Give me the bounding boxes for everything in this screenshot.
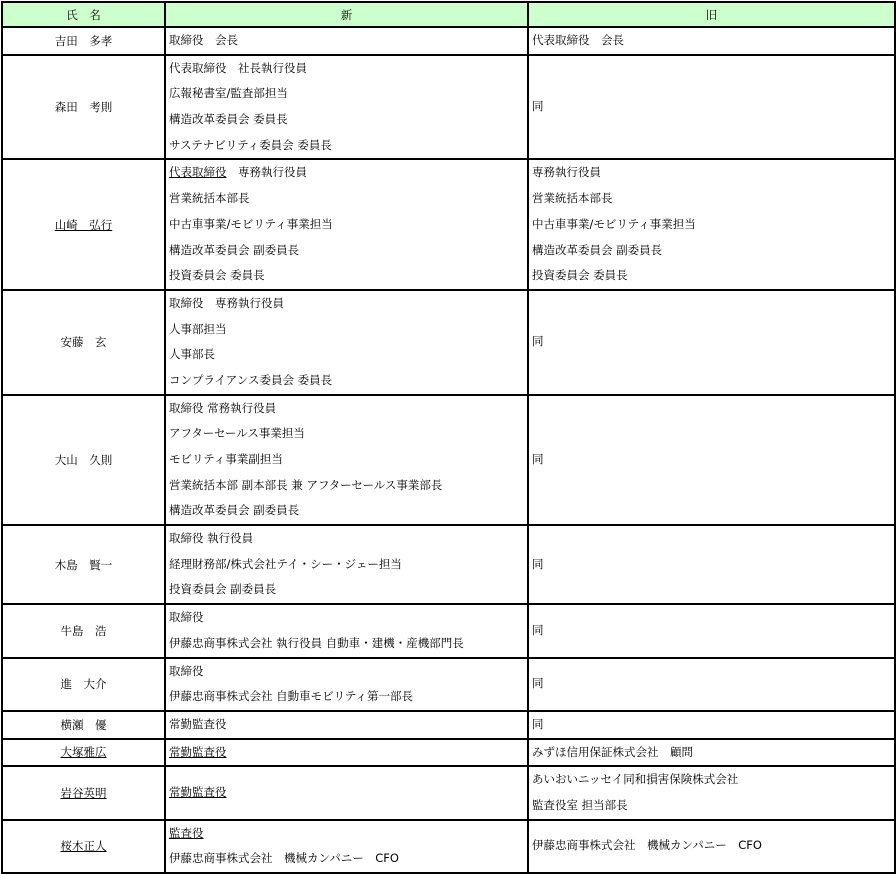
new-roles-cell [165,55,528,160]
old-roles-cell [528,55,895,160]
new-role-line: 取締役 [169,610,204,625]
officer-name [2,739,165,767]
officer-name-text: 牛島 浩 [60,623,107,638]
table-row [2,820,895,873]
old-role-line: 投資委員会 委員長 [532,268,628,283]
officer-name [2,55,165,160]
old-role-line: 同 [532,452,544,466]
old-roles-cell [528,27,895,55]
new-role-line: サステナビリティ委員会 委員長 [169,137,332,152]
table-row [2,766,895,819]
header-name: 氏 名 [2,2,165,27]
officer-name-text: 大山 久則 [54,452,113,467]
old-roles-cell [528,290,895,395]
old-role-line: 構造改革委員会 副委員長 [532,242,663,257]
officer-name [2,159,165,289]
new-role-line: 取締役 専務執行役員 [169,295,284,310]
old-role-line: 同 [532,556,544,571]
officer-name-text: 木島 賢一 [54,557,113,572]
new-role-line: 伊藤忠商事株式会社 執行役員 自動車・建機・産機部門長 [169,635,464,650]
old-role-line: 伊藤忠商事株式会社 機械カンパニー CFO [532,838,762,853]
officer-name [2,658,165,711]
new-roles-cell [165,604,528,657]
new-role-line: 営業統括本部 副本部長 兼 アフターセールス事業部長 [169,477,443,492]
changed-title-part: 代表取締役 [169,165,227,180]
new-role-line: アフターセールス事業担当 [169,426,305,441]
old-roles-cell [528,766,895,819]
old-role-line: みずほ信用保証株式会社 顧問 [532,744,693,759]
new-role-line: 代表取締役 社長執行役員 [169,60,307,75]
table-body [2,27,895,873]
old-role-line: 同 [532,99,544,114]
officer-name-text: 安藤 玄 [60,335,107,350]
officer-name [2,27,165,55]
old-role-line: 営業統括本部長 [532,191,613,206]
new-role-line: 投資委員会 委員長 [169,268,265,283]
officer-name-text: 岩谷英明 [60,785,107,800]
new-role-line: 取締役 執行役員 [169,531,254,546]
officer-name-text: 進 大介 [60,677,107,692]
new-roles-cell [165,159,528,289]
new-roles-cell [165,766,528,819]
new-role-line: 投資委員会 副委員長 [169,582,277,597]
header-row [2,2,895,27]
old-role-line: 中古車事業/モビリティ事業担当 [532,216,696,231]
table-row [2,159,895,289]
new-roles-cell [165,820,528,873]
new-role-line: 経理財務部/株式会社テイ・シー・ジェー担当 [169,556,402,571]
old-role-line: 同 [532,334,544,349]
new-role-line: 取締役 [169,663,204,678]
old-role-line: 同 [532,676,544,691]
new-role-line: 取締役 会長 [169,33,238,47]
new-role-line: 伊藤忠商事株式会社 機械カンパニー CFO [169,851,399,866]
new-role-line: 中古車事業/モビリティ事業担当 [169,216,333,231]
new-role-line: コンプライアンス委員会 委員長 [169,372,333,387]
officer-change-table [1,1,896,874]
new-role-line: 常勤監査役 [169,716,227,731]
old-role-line: 代表取締役 会長 [532,33,624,47]
new-role-line: 営業統括本部長 [169,191,250,206]
officer-name [2,290,165,395]
new-role-line: 取締役 常務執行役員 [169,400,277,415]
new-roles-cell [165,290,528,395]
new-role-line: 伊藤忠商事株式会社 自動車モビリティ第一部長 [169,689,414,704]
old-roles-cell [528,159,895,289]
old-role-line: 同 [532,622,544,637]
table-row [2,290,895,395]
officer-name [2,711,165,739]
new-role-line: 常勤監査役 [169,744,227,759]
table-row [2,27,895,55]
old-roles-cell [528,658,895,711]
officer-name [2,395,165,525]
header-new: 新 [165,2,528,27]
old-role-line: 同 [532,716,544,731]
table-row [2,525,895,604]
new-role-line: 代表取締役 専務執行役員 [169,165,307,180]
old-roles-cell [528,739,895,767]
header-old: 旧 [528,2,895,27]
officer-name [2,604,165,657]
new-role-line: 広報秘書室/監査部担当 [169,86,288,101]
old-role-line: 専務執行役員 [532,165,601,180]
old-roles-cell [528,711,895,739]
officer-name [2,525,165,604]
new-roles-cell [165,658,528,711]
old-roles-cell [528,820,895,873]
officer-name [2,766,165,819]
new-roles-cell [165,395,528,525]
table-row [2,604,895,657]
new-role-line: 人事部長 [169,347,215,362]
new-roles-cell [165,27,528,55]
officer-name-text: 山崎 弘行 [54,217,113,232]
officer-name-text: 大塚雅広 [60,745,107,760]
new-roles-cell [165,711,528,739]
table-row [2,739,895,767]
new-role-line: 監査役 [169,825,204,840]
new-roles-cell [165,739,528,767]
table-row [2,658,895,711]
new-role-line: 人事部担当 [169,321,227,336]
officer-name-text: 吉田 多孝 [54,33,113,48]
new-role-line: 構造改革委員会 委員長 [169,112,288,127]
new-role-line: 構造改革委員会 副委員長 [169,242,300,257]
old-role-line: 監査役室 担当部長 [532,797,628,812]
new-role-line: 常勤監査役 [169,785,227,800]
officer-name-text: 森田 考則 [54,100,113,115]
officer-name-text: 横瀬 優 [60,717,107,732]
old-roles-cell [528,604,895,657]
old-roles-cell [528,395,895,525]
table-row [2,711,895,739]
officer-name-text: 桜木正人 [60,839,107,854]
old-roles-cell [528,525,895,604]
table-row [2,395,895,525]
new-role-line: 構造改革委員会 副委員長 [169,503,300,518]
table-row [2,55,895,160]
new-roles-cell [165,525,528,604]
new-role-line: モビリティ事業副担当 [169,452,283,466]
old-role-line: あいおいニッセイ同和損害保険株式会社 [532,772,739,787]
officer-name [2,820,165,873]
